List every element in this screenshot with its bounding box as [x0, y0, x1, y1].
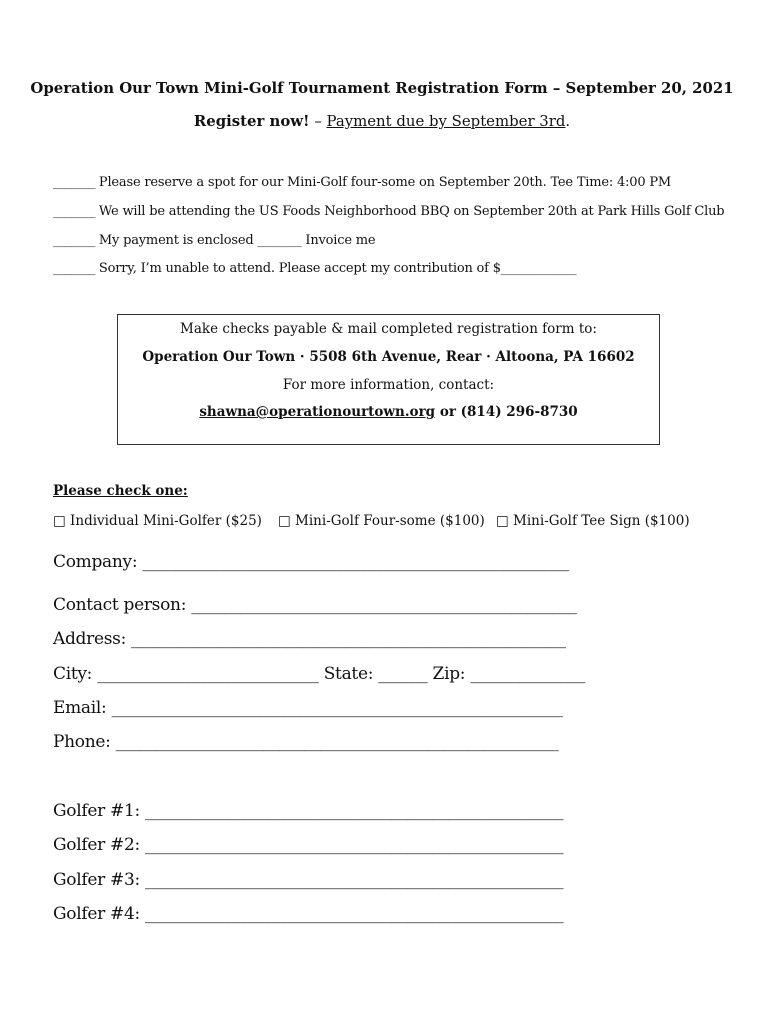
mail-instructions: Make checks payable & mail completed registration form to:	[180, 321, 597, 337]
mailing-address: Operation Our Town · 5508 6th Avenue, Rear · Altoona, PA 16602	[142, 349, 635, 365]
option-text: We will be attending the US Foods Neighborhood BBQ on September 20th at Park Hills Golf Club	[95, 204, 725, 219]
option-unable-contribution[interactable]	[53, 262, 576, 275]
option-blank[interactable]: _______	[53, 261, 95, 276]
option-text: Sorry, I’m unable to attend. Please accept my contribution of $____________	[95, 261, 577, 276]
register-dash: –	[309, 112, 327, 130]
option-text: My payment is enclosed _______ Invoice me	[95, 233, 376, 248]
option-text: Please reserve a spot for our Mini-Golf four-some on September 20th. Tee Time: 4:00 PM	[95, 175, 671, 190]
company-field[interactable]: Company: ____________________________________________________	[53, 552, 569, 572]
contact-heading: For more information, contact:	[282, 377, 495, 393]
contact-person-field[interactable]: Contact person: _______________________________________________	[53, 595, 577, 615]
register-period: .	[565, 112, 571, 130]
golfer-4-field[interactable]: Golfer #4: ___________________________________________________	[53, 904, 564, 924]
contact-phone: or (814) 296-8730	[435, 404, 578, 420]
mail-info-box	[117, 314, 660, 445]
contact-email-link[interactable]: shawna@operationourtown.org	[199, 404, 436, 420]
option-payment-invoice[interactable]	[53, 234, 375, 247]
checkbox-individual[interactable]: □ Individual Mini-Golfer ($25)	[53, 513, 262, 529]
city-state-zip-field[interactable]: City: ___________________________ State: ______ Zip: ______________	[53, 664, 586, 684]
register-line	[0, 114, 764, 129]
checkbox-tee-sign[interactable]: □ Mini-Golf Tee Sign ($100)	[496, 513, 690, 529]
contact-line	[118, 406, 659, 420]
option-reserve-spot[interactable]	[53, 176, 671, 189]
option-blank[interactable]: _______	[53, 175, 95, 190]
checkbox-foursome[interactable]: □ Mini-Golf Four-some ($100)	[278, 513, 485, 529]
check-one-heading: Please check one:	[53, 483, 188, 499]
phone-field[interactable]: Phone: ______________________________________________________	[53, 732, 559, 752]
form-title: Operation Our Town Mini-Golf Tournament Registration Form – September 20, 2021	[30, 79, 734, 97]
golfer-2-field[interactable]: Golfer #2: ___________________________________________________	[53, 835, 564, 855]
golfer-3-field[interactable]: Golfer #3: ___________________________________________________	[53, 870, 564, 890]
address-field[interactable]: Address: _____________________________________________________	[53, 629, 566, 649]
option-attend-bbq[interactable]	[53, 205, 724, 218]
golfer-1-field[interactable]: Golfer #1: ___________________________________________________	[53, 801, 564, 821]
register-now-text: Register now!	[193, 112, 310, 130]
email-field[interactable]: Email: _______________________________________________________	[53, 698, 563, 718]
option-blank[interactable]: _______	[53, 204, 95, 219]
option-blank[interactable]: _______	[53, 233, 95, 248]
payment-due-text: Payment due by September 3rd	[326, 112, 566, 130]
